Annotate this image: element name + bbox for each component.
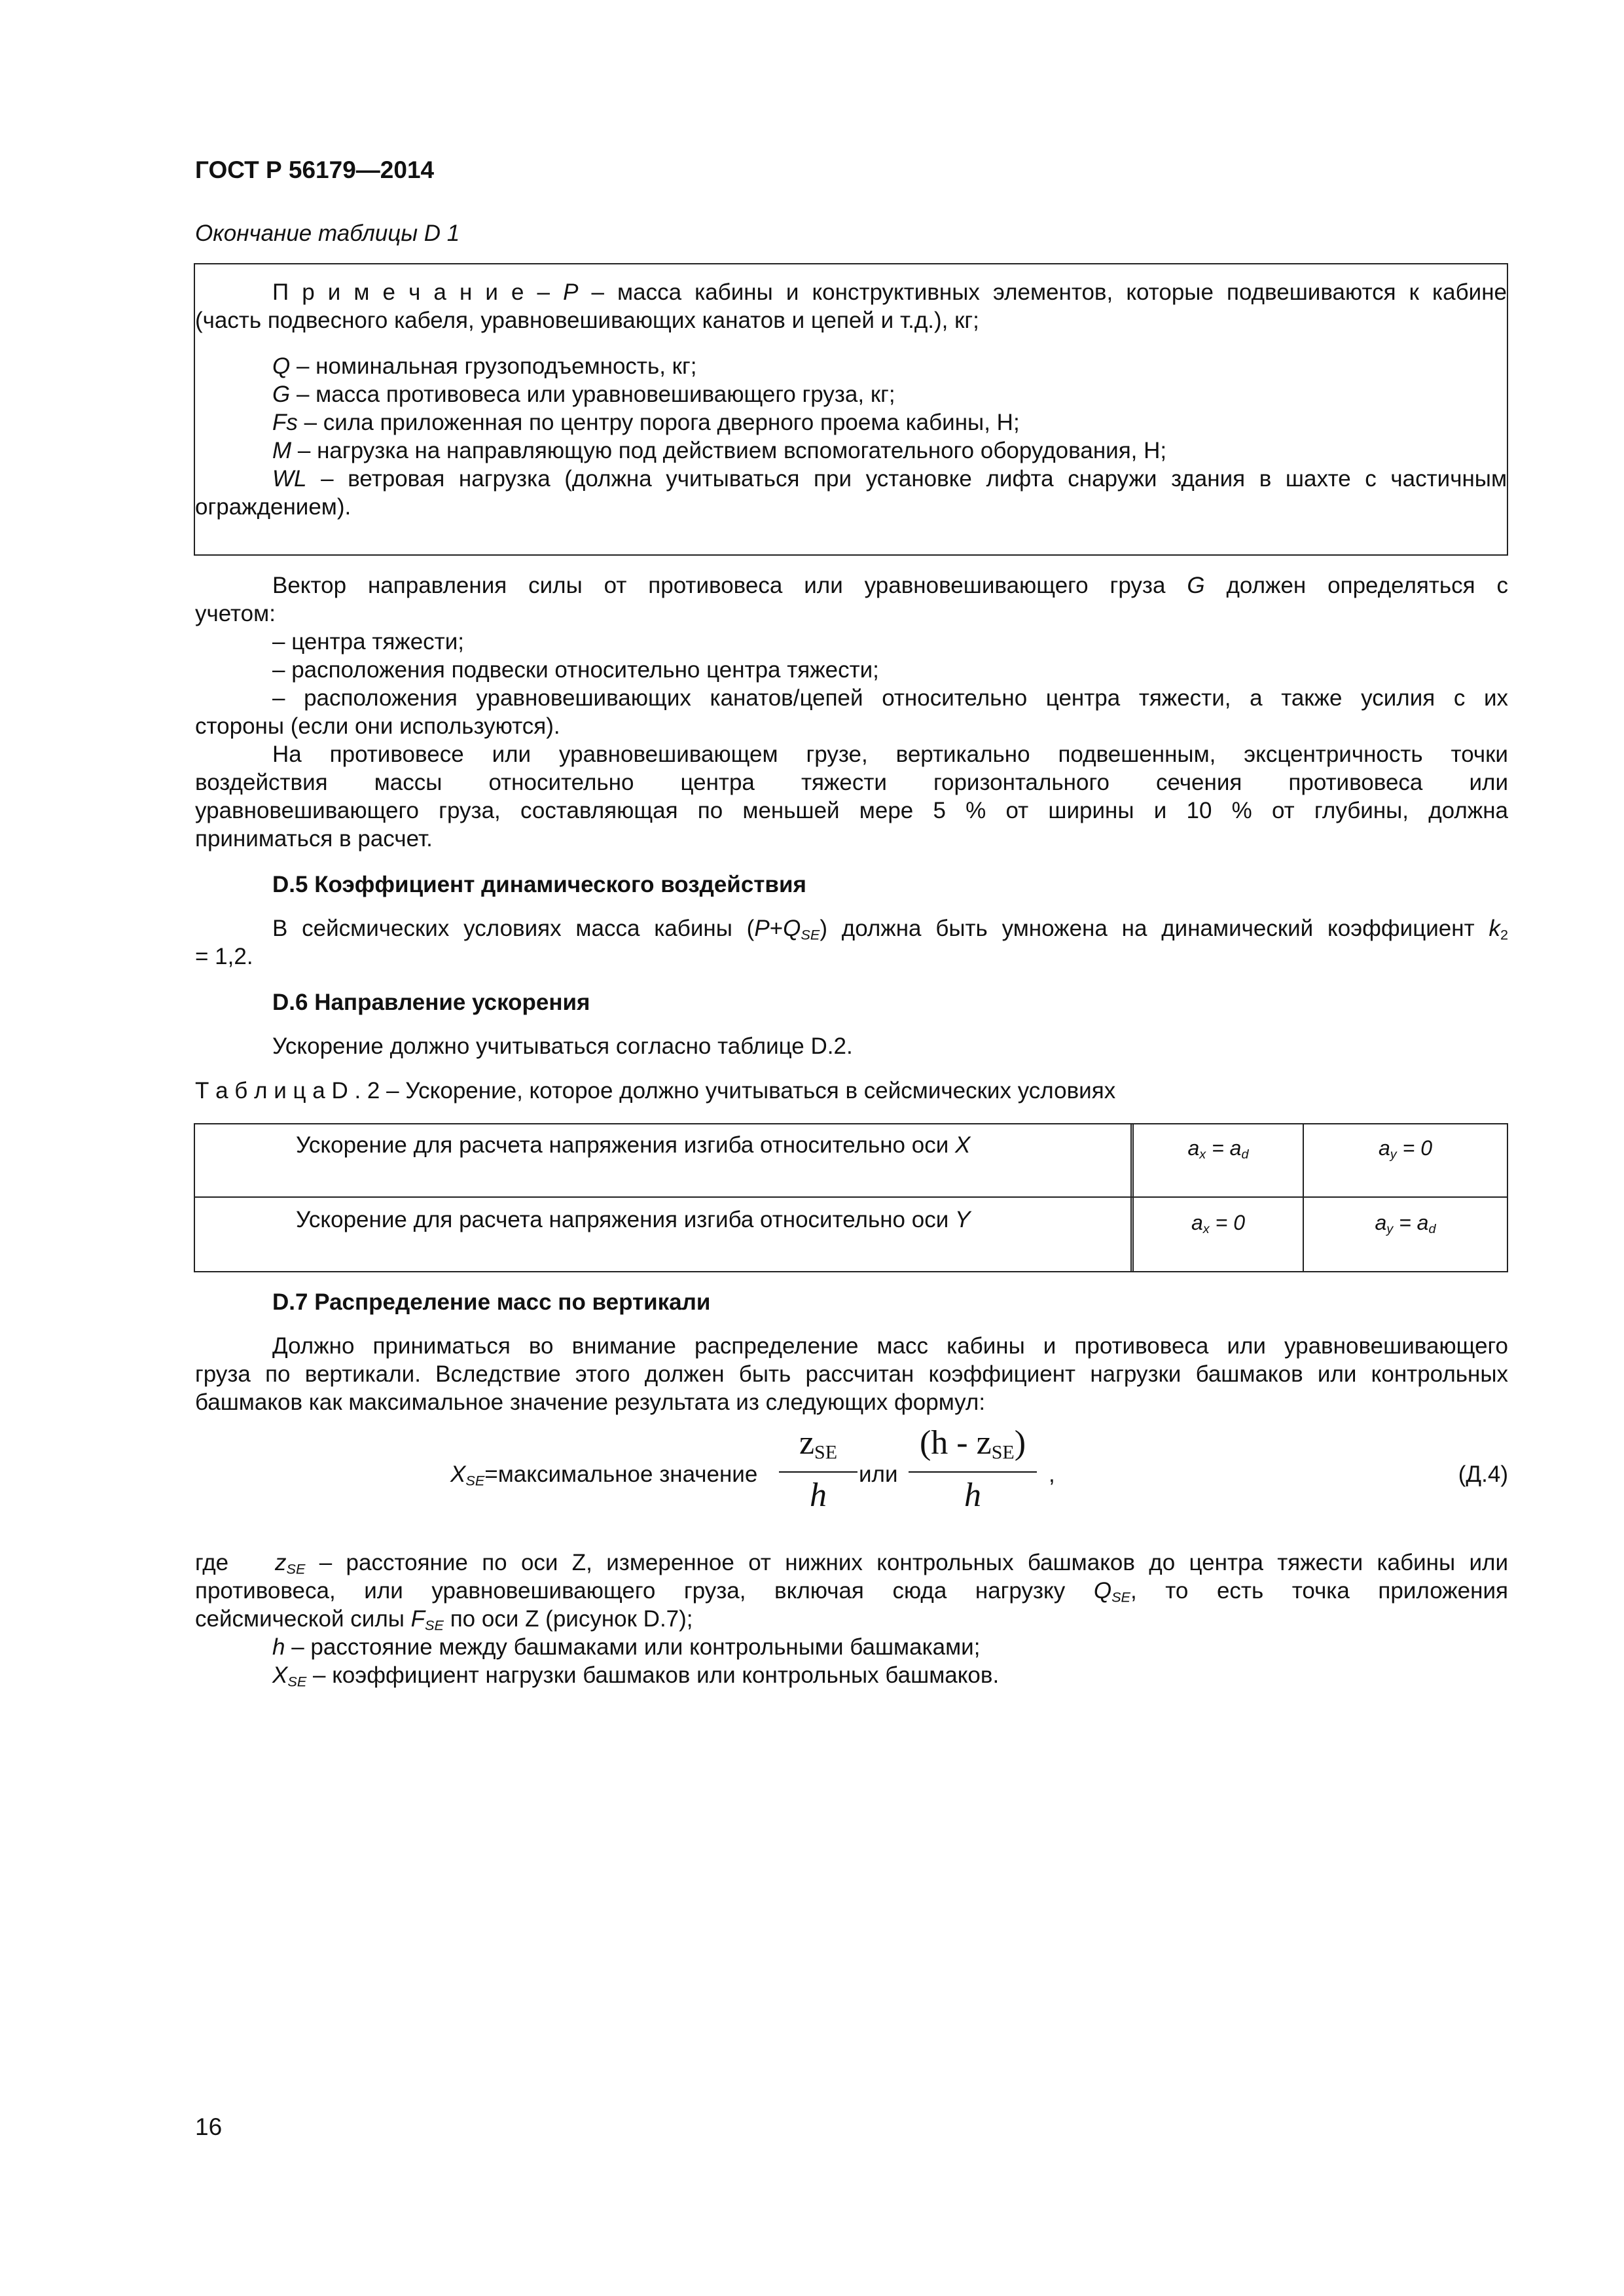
note-wl-line1: WL – ветровая нагрузка (должна учитываться при установке лифта снаружи здания в шахте с частичным (272, 466, 1507, 492)
formula-frac1-denominator: h (810, 1477, 827, 1514)
note-p-line2: (часть подвесного кабеля, уравновешивающих канатов и цепей и т.д.), кг; (195, 308, 979, 333)
eccentricity-line4: приниматься в расчет. (195, 826, 433, 852)
where-x-line: $X_{SE}$ – коэффициент нагрузки башмаков или контрольных башмаков. (272, 1662, 1000, 1690)
where-label: где (195, 1550, 229, 1575)
table-row-x-desc: Ускорение для расчета напряжения изгиба относительно оси X (296, 1132, 971, 1158)
table-row-x-ax: $a_x = a_d$ (1187, 1136, 1249, 1162)
vector-paragraph-line1: Вектор направления силы от противовеса или уравновешивающего груза G должен определяться с (272, 573, 1508, 598)
list-item-suspension: – расположения подвески относительно центра тяжести; (272, 657, 879, 683)
list-item-ropes-line1: – расположения уравновешивающих канатов/цепей относительно центра тяжести, а также усилия с их (272, 685, 1508, 711)
vector-paragraph-line2: учетом: (195, 601, 276, 626)
note-g-line: G – масса противовеса или уравновешивающего груза, кг; (272, 382, 895, 407)
formula-frac2-bar (909, 1471, 1037, 1473)
formula-comma: , (1049, 1462, 1055, 1487)
table-row-y-desc: Ускорение для расчета напряжения изгиба относительно оси Y (296, 1207, 971, 1232)
section-d7-line2: груза по вертикали. Вследствие этого должен быть рассчитан коэффициент нагрузки башмаков или контрольных (195, 1361, 1508, 1387)
where-z-line2: противовеса, или уравновешивающего груза, включая сюда нагрузку $Q_{SE}$, то есть точка приложения (195, 1578, 1508, 1605)
table-d2-caption: Т а б л и ц а D . 2 – Ускорение, которое должно учитываться в сейсмических условиях (195, 1078, 1116, 1103)
table-row-x-ay: $a_y = 0$ (1379, 1136, 1432, 1162)
section-d5-heading: D.5 Коэффициент динамического воздействия (272, 872, 806, 897)
section-d6-heading: D.6 Направление ускорения (272, 990, 590, 1015)
section-d5-text-line1: В сейсмических условиях масса кабины $(P+Q_{SE})$ должна быть умножена на динамический коэффициент $k_2$ (272, 916, 1508, 943)
formula-frac1-bar (779, 1471, 857, 1473)
page-number: 16 (195, 2113, 223, 2140)
section-d5-text-line2: = 1,2. (195, 944, 253, 969)
formula-number: (Д.4) (1458, 1462, 1508, 1487)
note-fs-line: Fs – сила приложенная по центру порога дверного проема кабины, Н; (272, 410, 1020, 435)
note-wl-line2: ограждением). (195, 494, 352, 520)
eccentricity-line3: уравновешивающего груза, составляющая по меньшей мере 5 % от ширины и 10 % от глубины, должна (195, 798, 1508, 823)
where-z-line3: сейсмической силы $F_{SE}$ по оси Z (рисунок D.7); (195, 1606, 693, 1634)
continuation-label: Окончание таблицы D 1 (195, 221, 460, 246)
note-p-line1: П р и м е ч а н и е – P – масса кабины и конструктивных элементов, которые подвешиваются к кабине (272, 279, 1507, 305)
formula-frac1-numerator: $z_{SE}$ (799, 1424, 838, 1463)
formula-frac2-denominator: h (964, 1477, 981, 1514)
formula-lhs: $X_{SE}=максимальное$ значение (450, 1462, 758, 1489)
table-row-divider (194, 1196, 1508, 1198)
section-d7-line1: Должно приниматься во внимание распределение масс кабины и противовеса или уравновешивающего (272, 1333, 1508, 1359)
table-row-y-ax: $a_x = 0$ (1191, 1211, 1245, 1236)
where-h-line: h – расстояние между башмаками или контрольными башмаками; (272, 1634, 981, 1660)
doc-title: ГОСТ Р 56179—2014 (195, 156, 435, 183)
table-row-y-ay: $a_y = a_d$ (1375, 1211, 1436, 1236)
where-z-line1: $z_{SE}$ – расстояние по оси Z, измеренное от нижних контрольных башмаков до центра тяжести кабины или (275, 1550, 1508, 1577)
note-q-line: Q – номинальная грузоподъемность, кг; (272, 353, 697, 379)
eccentricity-line2: воздействия массы относительно центра тяжести горизонтального сечения противовеса или (195, 770, 1508, 795)
note-m-line: M – нагрузка на направляющую под действием вспомогательного оборудования, Н; (272, 438, 1167, 463)
list-item-ropes-line2: стороны (если они используются). (195, 713, 560, 739)
section-d6-text: Ускорение должно учитываться согласно таблице D.2. (272, 1033, 853, 1059)
section-d7-line3: башмаков как максимальное значение результата из следующих формул: (195, 1390, 986, 1415)
formula-or: или (859, 1462, 898, 1487)
formula-frac2-numerator: $(h - z_{SE})$ (919, 1424, 1026, 1463)
eccentricity-line1: На противовесе или уравновешивающем грузе, вертикально подвешенным, эксцентричность точки (272, 742, 1508, 767)
section-d7-heading: D.7 Распределение масс по вертикали (272, 1289, 711, 1315)
list-item-center: – центра тяжести; (272, 629, 464, 655)
